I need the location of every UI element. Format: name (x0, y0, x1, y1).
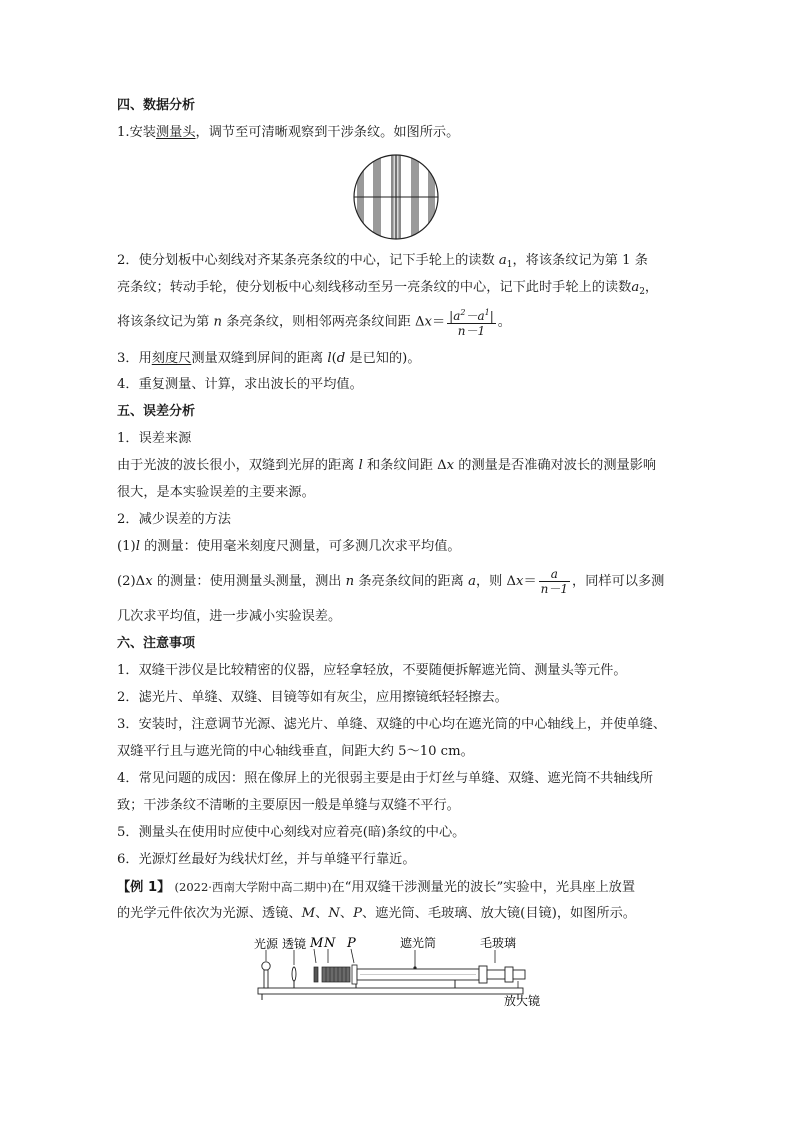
text: 由于光波的波长很小，双缝到光屏的距离 (117, 458, 359, 473)
text: 条亮条纹间的距离 (354, 574, 469, 589)
var-l: l (358, 458, 363, 473)
text: 测量双缝到屏间的距离 (191, 351, 328, 366)
interference-fringe-figure (351, 153, 441, 241)
s4-item-1 (117, 124, 459, 142)
text: 1.安装 (117, 125, 156, 140)
text: 、 (315, 906, 329, 921)
text: －a (465, 309, 485, 323)
text: 2．使分划板中心刻线对齐某条亮条纹的中心，记下手轮上的读数 (117, 253, 499, 268)
var-a: a (631, 280, 640, 295)
double-slit-apparatus-figure (250, 933, 550, 1011)
superscript: 2 (460, 308, 466, 317)
var-N: N (328, 906, 340, 921)
s5-item-1: 1．误差来源 (117, 431, 192, 446)
s6-item-3-line-1: 3．安装时，注意调节光源、滤光片、单缝、双缝的中心均在遮光筒的中心轴线上，并使单缝、 (117, 717, 667, 732)
example-tag: 【例 1】 (117, 880, 171, 895)
text: ，同样可以多测 (572, 574, 665, 589)
fraction-numerator (447, 306, 496, 324)
fraction-numerator: a (539, 567, 570, 582)
s5-item-2: 2．减少误差的方法 (117, 512, 231, 527)
s6-item-1: 1．双缝干涉仪是比较精密的仪器，应轻拿轻放，不要随便拆解遮光筒、测量头等元件。 (117, 663, 627, 678)
s6-item-4-line-2: 致；干涉条纹不清晰的主要原因一般是单缝与双缝不平行。 (117, 798, 460, 813)
var-x: x (424, 314, 432, 330)
var-x: x (516, 574, 524, 589)
lens (292, 967, 296, 981)
text: ， (644, 280, 659, 295)
s4-item-4: 4．重复测量、计算，求出波长的平均值。 (117, 377, 363, 392)
s6-item-2: 2．滤光片、单缝、双缝、目镜等如有灰尘，应用擦镜纸轻轻擦去。 (117, 690, 508, 705)
text: | (489, 309, 494, 323)
var-n: n (345, 574, 355, 589)
var-l: l (327, 351, 332, 366)
text: 、 (339, 906, 354, 921)
var-l: l (135, 539, 140, 554)
optical-bench (258, 988, 523, 994)
text: ＝ (523, 574, 537, 589)
double-slit-P (352, 965, 357, 984)
fraction-denominator: n－1 (540, 582, 569, 596)
measuring-head-term: 测量头 (155, 125, 196, 140)
var-a: a (468, 574, 476, 589)
s5-paragraph-line-1 (117, 457, 656, 475)
text: 的测量：使用毫米刻度尺测量，可多测几次求平均值。 (139, 539, 461, 554)
label-N: N (324, 936, 336, 951)
s4-item-2-line-3 (117, 306, 511, 339)
var-x: x (446, 458, 455, 473)
s5-method-2-line-1 (117, 566, 664, 598)
example-1-line-2 (117, 905, 636, 923)
var-x: x (145, 574, 153, 589)
example-1-line-1 (117, 878, 635, 897)
var-a: a (498, 253, 507, 268)
text: ＝ (431, 314, 446, 330)
s6-item-3-line-2: 双缝平行且与遮光筒的中心轴线垂直，间距大约 5～10 cm。 (117, 744, 474, 759)
text: |a (449, 309, 461, 323)
ruler-term: 刻度尺 (151, 351, 192, 366)
text: 在“用双缝干涉测量光的波长”实验中，光具座上放置 (331, 880, 636, 895)
text: 的光学元件依次为光源、透镜、 (117, 906, 302, 921)
var-M: M (301, 906, 316, 921)
s5-method-1 (117, 538, 461, 556)
label-P: P (347, 936, 356, 951)
fringe-spacing-fraction (539, 567, 570, 596)
label-magnifier: 放大镜 (504, 994, 541, 1008)
s6-item-5: 5．测量头在使用时应使中心刻线对应着亮(暗)条纹的中心。 (117, 825, 466, 840)
label-tube: 遮光筒 (400, 936, 437, 950)
var-n: n (213, 314, 223, 330)
s5-paragraph-line-2: 很大，是本实验误差的主要来源。 (117, 485, 315, 500)
s6-item-4-line-1: 4．常见问题的成因：照在像屏上的光很弱主要是由于灯丝与单缝、双缝、遮光筒不共轴线所 (117, 771, 653, 786)
fraction-denominator: n－1 (457, 324, 486, 338)
frosted-glass (479, 966, 487, 983)
subscript: 1 (506, 260, 513, 270)
text: 3．用 (117, 351, 152, 366)
text: 是已知的)。 (345, 351, 421, 366)
text: 将该条纹记为第 (117, 314, 214, 330)
var-d: d (336, 351, 346, 366)
s4-item-2-line-2 (117, 279, 658, 301)
text: ，调节至可清晰观察到干涉条纹。如图所示。 (195, 125, 460, 140)
label-M: M (310, 936, 324, 951)
label-screen: 毛玻璃 (480, 936, 517, 950)
text: (2)Δ (117, 574, 146, 589)
text: 和条纹间距 Δ (362, 458, 447, 473)
text: 、遮光筒、毛玻璃、放大镜(目镜)，如图所示。 (361, 906, 636, 921)
label-light-source: 光源 (254, 937, 279, 951)
text: 条亮条纹，则相邻两亮条纹间距 Δ (222, 314, 425, 330)
text: 的测量：使用测量头测量，测出 (152, 574, 346, 589)
s4-item-2-line-1 (117, 252, 648, 274)
s5-method-2-line-2: 几次求平均值，进一步减小实验误差。 (117, 609, 342, 624)
eyepiece (505, 967, 513, 982)
var-P: P (353, 906, 362, 921)
text: ( (331, 351, 337, 366)
s4-item-3 (117, 350, 421, 368)
text: 亮条纹；转动手轮，使分划板中心刻线移动至另一亮条纹的中心，记下此时手轮上的读数 (117, 280, 632, 295)
label-lens: 透镜 (282, 937, 307, 951)
example-source: (2022·西南大学附中高二期中) (174, 880, 332, 894)
fringe-spacing-fraction (447, 306, 496, 338)
subscript: 2 (639, 287, 645, 297)
light-bulb (262, 962, 270, 970)
text: 。 (497, 314, 511, 330)
superscript: 1 (484, 308, 490, 317)
section-5-heading: 五、误差分析 (117, 404, 196, 419)
filter-M (314, 967, 318, 982)
section-6-heading: 六、注意事项 (117, 636, 196, 651)
text: ，将该条纹记为第 1 条 (512, 253, 648, 268)
text: 的测量是否准确对波长的测量影响 (454, 458, 657, 473)
section-4-heading: 四、数据分析 (117, 98, 196, 113)
text: (1) (117, 539, 136, 554)
s6-item-6: 6．光源灯丝最好为线状灯丝，并与单缝平行靠近。 (117, 852, 416, 867)
text: ，则 Δ (475, 574, 517, 589)
